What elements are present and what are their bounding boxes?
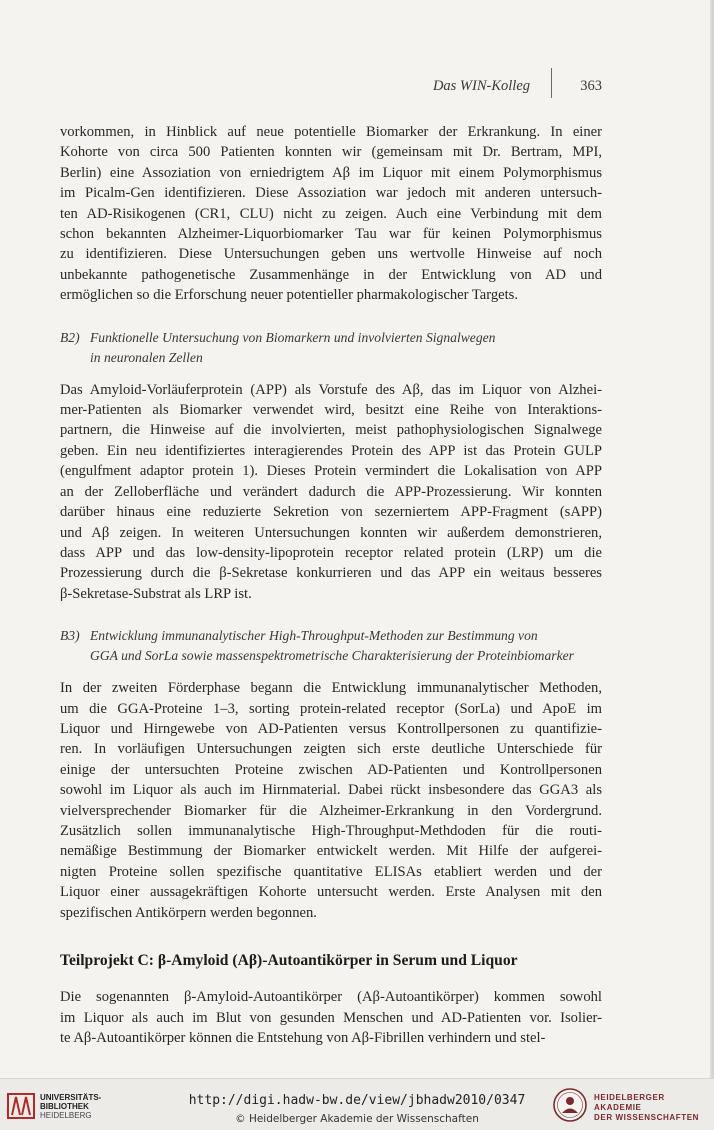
library-line1: UNIVERSITÄTS- <box>40 1093 102 1102</box>
section-b3-title-line1: Entwicklung immunanalytischer High-Throughput-Methoden zur Bestimmung von <box>90 628 538 644</box>
academy-line1: HEIDELBERGER AKADEMIE <box>594 1093 665 1112</box>
part-c-line: im Liquor als auch im Blut von gesunden Menschen und AD-Patienten vor. Isolier- <box>60 1009 602 1026</box>
section-b3-number: B3) <box>60 628 80 644</box>
intro-line: Berlin) eine Assoziation von erniedrigtem Aβ im Liquor mit einem Polymorphismus <box>60 164 602 181</box>
b2-line: und Aβ zeigen. In weiteren Untersuchungen konnten wir außerdem demonstrieren, <box>60 524 602 541</box>
b3-line: Liquor und Hirngewebe von AD-Patienten versus Kontrollpersonen zu quantifizie- <box>60 720 602 737</box>
b2-line: Das Amyloid-Vorläuferprotein (APP) als Vorstufe des Aβ, das im Liquor von Alzhei- <box>60 381 602 398</box>
part-c-line: Die sogenannten β-Amyloid-Autoantikörper (Aβ-Autoantikörper) kommen sowohl <box>60 989 602 1006</box>
intro-paragraph <box>60 122 602 306</box>
academy-seal-icon <box>552 1087 588 1123</box>
intro-line: schon bekannten Alzheimer-Liquorbiomarker Tau war für keinen Polymorphismus <box>60 226 602 243</box>
page-body <box>60 122 602 1049</box>
part-c-line: te Aβ-Autoantikörper können die Entstehung von Aβ-Fibrillen verhindern und stel- <box>60 1030 546 1047</box>
b2-line: partnern, die Hinweise auf die involvierten, meist pathophysiologischen Signalwege <box>60 422 602 439</box>
b2-line: (engulfment adaptor protein 1). Dieses Protein vermindert die Lokalisation von APP <box>60 463 602 480</box>
b3-line: ren. In vorläufigen Untersuchungen zeigten sich erste deutliche Unterschiede für <box>60 741 602 758</box>
page-edge <box>710 0 714 1078</box>
section-b3-paragraph <box>60 678 602 923</box>
b2-line: Prozessierung durch die β-Sekretase konkurrieren und das APP ein weitaus besseres <box>60 565 602 582</box>
b3-line: spezifischen Antikörpern werden begonnen. <box>60 904 317 921</box>
intro-line: ten AD-Risikogenen (CR1, CLU) nicht zu zeigen. Auch eine Verbindung mit dem <box>60 205 602 222</box>
section-b3-title-line2: GGA und SorLa sowie massenspektrometrische Charakterisierung der Proteinbiomarker <box>90 648 574 664</box>
intro-line: ermöglichen so die Erforschung neuer potentieller pharmakologischer Targets. <box>60 287 518 304</box>
section-b2-paragraph <box>60 380 602 604</box>
part-c-heading: Teilprojekt C: β-Amyloid (Aβ)-Autoantikörper in Serum und Liquor <box>60 952 518 969</box>
academy-name <box>594 1093 714 1123</box>
intro-line: zu identifizieren. Diese Untersuchungen geben uns wertvolle Hinweise auf noch <box>60 246 602 263</box>
running-header <box>60 76 602 98</box>
page-number: 363 <box>580 78 602 94</box>
running-title: Das WIN-Kolleg <box>432 78 530 94</box>
section-b3-heading <box>60 626 602 666</box>
library-line2: BIBLIOTHEK <box>40 1102 89 1111</box>
header-divider <box>551 68 552 98</box>
part-c-paragraph <box>60 987 602 1048</box>
permalink-url[interactable]: http://digi.hadw-bw.de/view/jbhadw2010/0347 <box>188 1093 526 1108</box>
b3-line: vielversprechender Biomarker für die Alzheimer-Erkrankung in den Vordergrund. <box>60 802 602 819</box>
b3-line: nemäßige Bestimmung der Biomarker entwickelt werden. Mit Hilfe der aufgerei- <box>60 843 602 860</box>
b3-line: nigten Proteine sollen spezifische quantitative ELISAs etabliert werden und der <box>60 863 602 880</box>
section-b2-title-line1: Funktionelle Untersuchung von Biomarkern und involvierten Signalwegen <box>90 329 496 345</box>
b2-line: β-Sekretase-Substrat als LRP ist. <box>60 585 252 602</box>
academy-line2: DER WISSENSCHAFTEN <box>594 1113 700 1122</box>
b3-line: sowohl im Liquor als auch im Hirnmaterial. Dabei rückt insbesondere das GGA3 als <box>60 782 602 799</box>
intro-line: im Picalm-Gen identifizieren. Diese Assoziation war jedoch mit anderen untersuch- <box>60 185 602 202</box>
b3-line: einige der untersuchten Proteine zwischen AD-Patienten und Kontrollpersonen <box>60 761 602 778</box>
b2-line: mer-Patienten als Biomarker verwendet wird, besitzt eine Reihe von Interaktions- <box>60 402 602 419</box>
b3-line: Zusätzlich sollen immunanalytische High-Throughput-Methdoden für die routi- <box>60 822 602 839</box>
b3-line: um die GGA-Proteine 1–3, sorting protein-related receptor (SorLa) und ApoE im <box>60 700 602 717</box>
b2-line: an der Zelloberfläche und verändert dadurch die APP-Prozessierung. Wir konnten <box>60 483 602 500</box>
b3-line: Liquor einer aussagekräftigen Kohorte untersucht werden. Erste Analysen mit den <box>60 884 602 901</box>
b2-line: geben. Ein neu identifiziertes interagierendes Protein des APP ist das Protein GULP <box>60 442 602 459</box>
library-line3: HEIDELBERG <box>40 1111 92 1120</box>
copyright-notice: © Heidelberger Akademie der Wissenschaften <box>235 1113 479 1125</box>
intro-line: Kohorte von circa 500 Patienten konnten wir (gemeinsam mit Dr. Bertram, MPI, <box>60 144 602 161</box>
section-b2-number: B2) <box>60 329 80 345</box>
footer-banner <box>0 1078 714 1130</box>
section-b2-title-line2: in neuronalen Zellen <box>90 349 203 365</box>
b3-line: In der zweiten Förderphase begann die Entwicklung immunanalytischer Methoden, <box>60 680 602 697</box>
intro-line: vorkommen, in Hinblick auf neue potentielle Biomarker der Erkrankung. In einer <box>60 124 602 140</box>
section-b2-heading <box>60 328 602 368</box>
intro-line: unbekannte pathogenetische Zusammenhänge in der Entwicklung von AD und <box>60 266 602 283</box>
b2-line: darüber hinaus eine reduzierte Sekretion von sezerniertem APP-Fragment (sAPP) <box>60 504 602 521</box>
b2-line: dass APP und das low-density-lipoprotein receptor related protein (LRP) um die <box>60 544 602 561</box>
